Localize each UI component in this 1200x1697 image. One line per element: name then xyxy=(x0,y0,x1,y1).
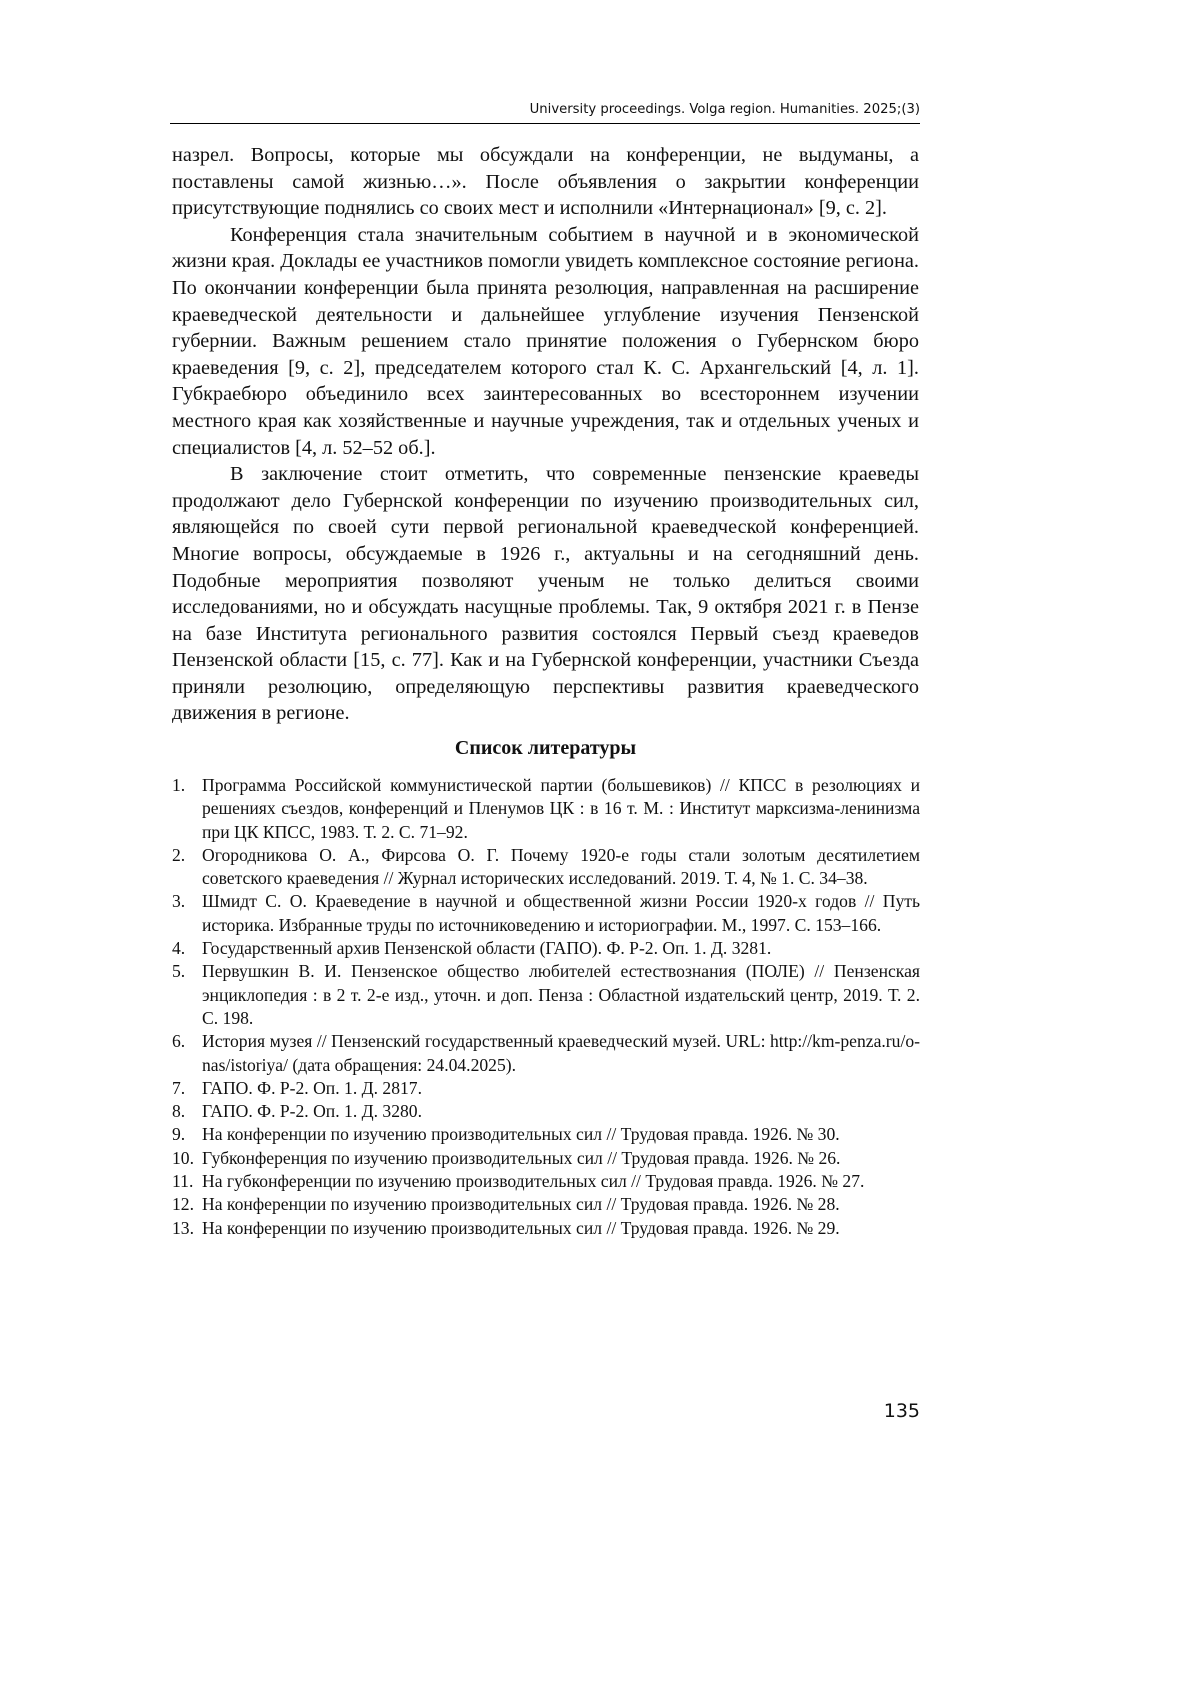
reference-item xyxy=(172,960,920,1030)
reference-item xyxy=(172,1100,920,1123)
reference-text: На конференции по изучению производительных сил // Трудовая правда. 1926. № 28. xyxy=(202,1194,840,1215)
reference-item xyxy=(172,1193,920,1216)
reference-number: 13. xyxy=(172,1217,194,1238)
reference-number: 2. xyxy=(172,844,186,865)
reference-text: ГАПО. Ф. Р-2. Оп. 1. Д. 3280. xyxy=(202,1101,422,1122)
reference-number: 8. xyxy=(172,1101,186,1122)
reference-text: Губконференция по изучению производительных сил // Трудовая правда. 1926. № 26. xyxy=(202,1147,841,1168)
reference-number: 7. xyxy=(172,1077,186,1098)
reference-text: На конференции по изучению производительных сил // Трудовая правда. 1926. № 29. xyxy=(202,1217,840,1238)
reference-text: На конференции по изучению производительных сил // Трудовая правда. 1926. № 30. xyxy=(202,1124,840,1145)
reference-item xyxy=(172,1170,920,1193)
article-body xyxy=(172,142,919,727)
reference-item xyxy=(172,890,920,937)
reference-text: Шмидт С. О. Краеведение в научной и общественной жизни России 1920-х годов // Путь историка. Избранные труды по источниковедению и историографии. М., 1997. С. 153–166. xyxy=(202,891,920,935)
reference-item xyxy=(172,1123,920,1146)
reference-number: 5. xyxy=(172,961,186,982)
body-paragraph: В заключение стоит отметить, что современные пензенские краеведы продолжают дело Губернской конференции по изучению производительных сил, являющейся по своей сути первой региональной краеведческой конференцией. Многие вопросы, обсуждаемые в 1926 г., актуальны и на сегодняшний день. Подобные мероприятия позволяют ученым не только делиться своими исследованиями, но и обсуждать насущные проблемы. Так, 9 октября 2021 г. в Пензе на базе Института регионального развития состоялся Первый съезд краеведов Пензенской области [15, с. 77]. Как и на Губернской конференции, участники Съезда приняли резолюцию, определяющую перспективы развития краеведческого движения в регионе. xyxy=(172,463,919,725)
reference-text: Первушкин В. И. Пензенское общество любителей естествознания (ПОЛЕ) // Пензенская энциклопедия : в 2 т. 2-е изд., уточн. и доп. Пенза : Областной издательский центр, 2019. Т. 2. С. 198. xyxy=(202,961,920,1028)
reference-item xyxy=(172,937,920,960)
reference-number: 1. xyxy=(172,775,186,795)
reference-item xyxy=(172,1077,920,1100)
reference-text: Государственный архив Пензенской области (ГАПО). Ф. Р-2. Оп. 1. Д. 3281. xyxy=(202,938,772,959)
page-number: 135 xyxy=(883,1400,920,1422)
reference-item xyxy=(172,1030,920,1077)
reference-item xyxy=(172,1217,920,1240)
reference-text: Программа Российской коммунистической партии (большевиков) // КПСС в резолюциях и решениях съездов, конференций и Пленумов ЦК : в 16 т. М. : Институт марксизма-ленинизма при ЦК КПСС, 1983. Т. 2. С. 71–92. xyxy=(202,775,920,842)
reference-text: Огородникова О. А., Фирсова О. Г. Почему 1920-е годы стали золотым десятилетием советского краеведения // Журнал исторических исследований. 2019. Т. 4, № 1. С. 34–38. xyxy=(202,844,920,889)
reference-text: ГАПО. Ф. Р-2. Оп. 1. Д. 2817. xyxy=(202,1077,422,1098)
references-list xyxy=(172,774,920,1240)
reference-number: 3. xyxy=(172,891,186,912)
reference-item xyxy=(172,844,920,891)
reference-number: 12. xyxy=(172,1194,194,1215)
reference-number: 10. xyxy=(172,1147,194,1168)
reference-text: На губконференции по изучению производительных сил // Трудовая правда. 1926. № 27. xyxy=(202,1171,865,1192)
reference-item xyxy=(172,1147,920,1170)
reference-number: 11. xyxy=(172,1171,194,1192)
reference-number: 4. xyxy=(172,938,186,959)
reference-item xyxy=(172,774,920,844)
running-header: University proceedings. Volga region. Humanities. 2025;(3) xyxy=(170,102,920,124)
body-paragraph: Конференция стала значительным событием в научной и в экономической жизни края. Доклады ее участников помогли увидеть комплексное состояние региона. По окончании конференции была принята резолюция, направленная на расширение краеведческой деятельности и дальнейшее углубление изучения Пензенской губернии. Важным решением стало принятие положения о Губернском бюро краеведения [9, с. 2], председателем которого стал К. С. Архангельский [4, л. 1]. Губкраебюро объединило всех заинтересованных во всестороннем изучении местного края как хозяйственные и научные учреждения, так и отдельных ученых и специалистов [4, л. 52–52 об.]. xyxy=(172,223,919,459)
reference-number: 6. xyxy=(172,1031,186,1052)
references-title: Список литературы xyxy=(454,737,637,759)
reference-number: 9. xyxy=(172,1124,186,1145)
body-paragraph: назрел. Вопросы, которые мы обсуждали на конференции, не выдуманы, а поставлены самой жизнью…». После объявления о закрытии конференции присутствующие поднялись со своих мест и исполнили «Интернационал» [9, с. 2]. xyxy=(172,144,919,220)
reference-text: История музея // Пензенский государственный краеведческий музей. URL: http://km-penza.ru/o-nas/istoriya/ (дата обращения: 24.04.2025). xyxy=(202,1031,920,1075)
